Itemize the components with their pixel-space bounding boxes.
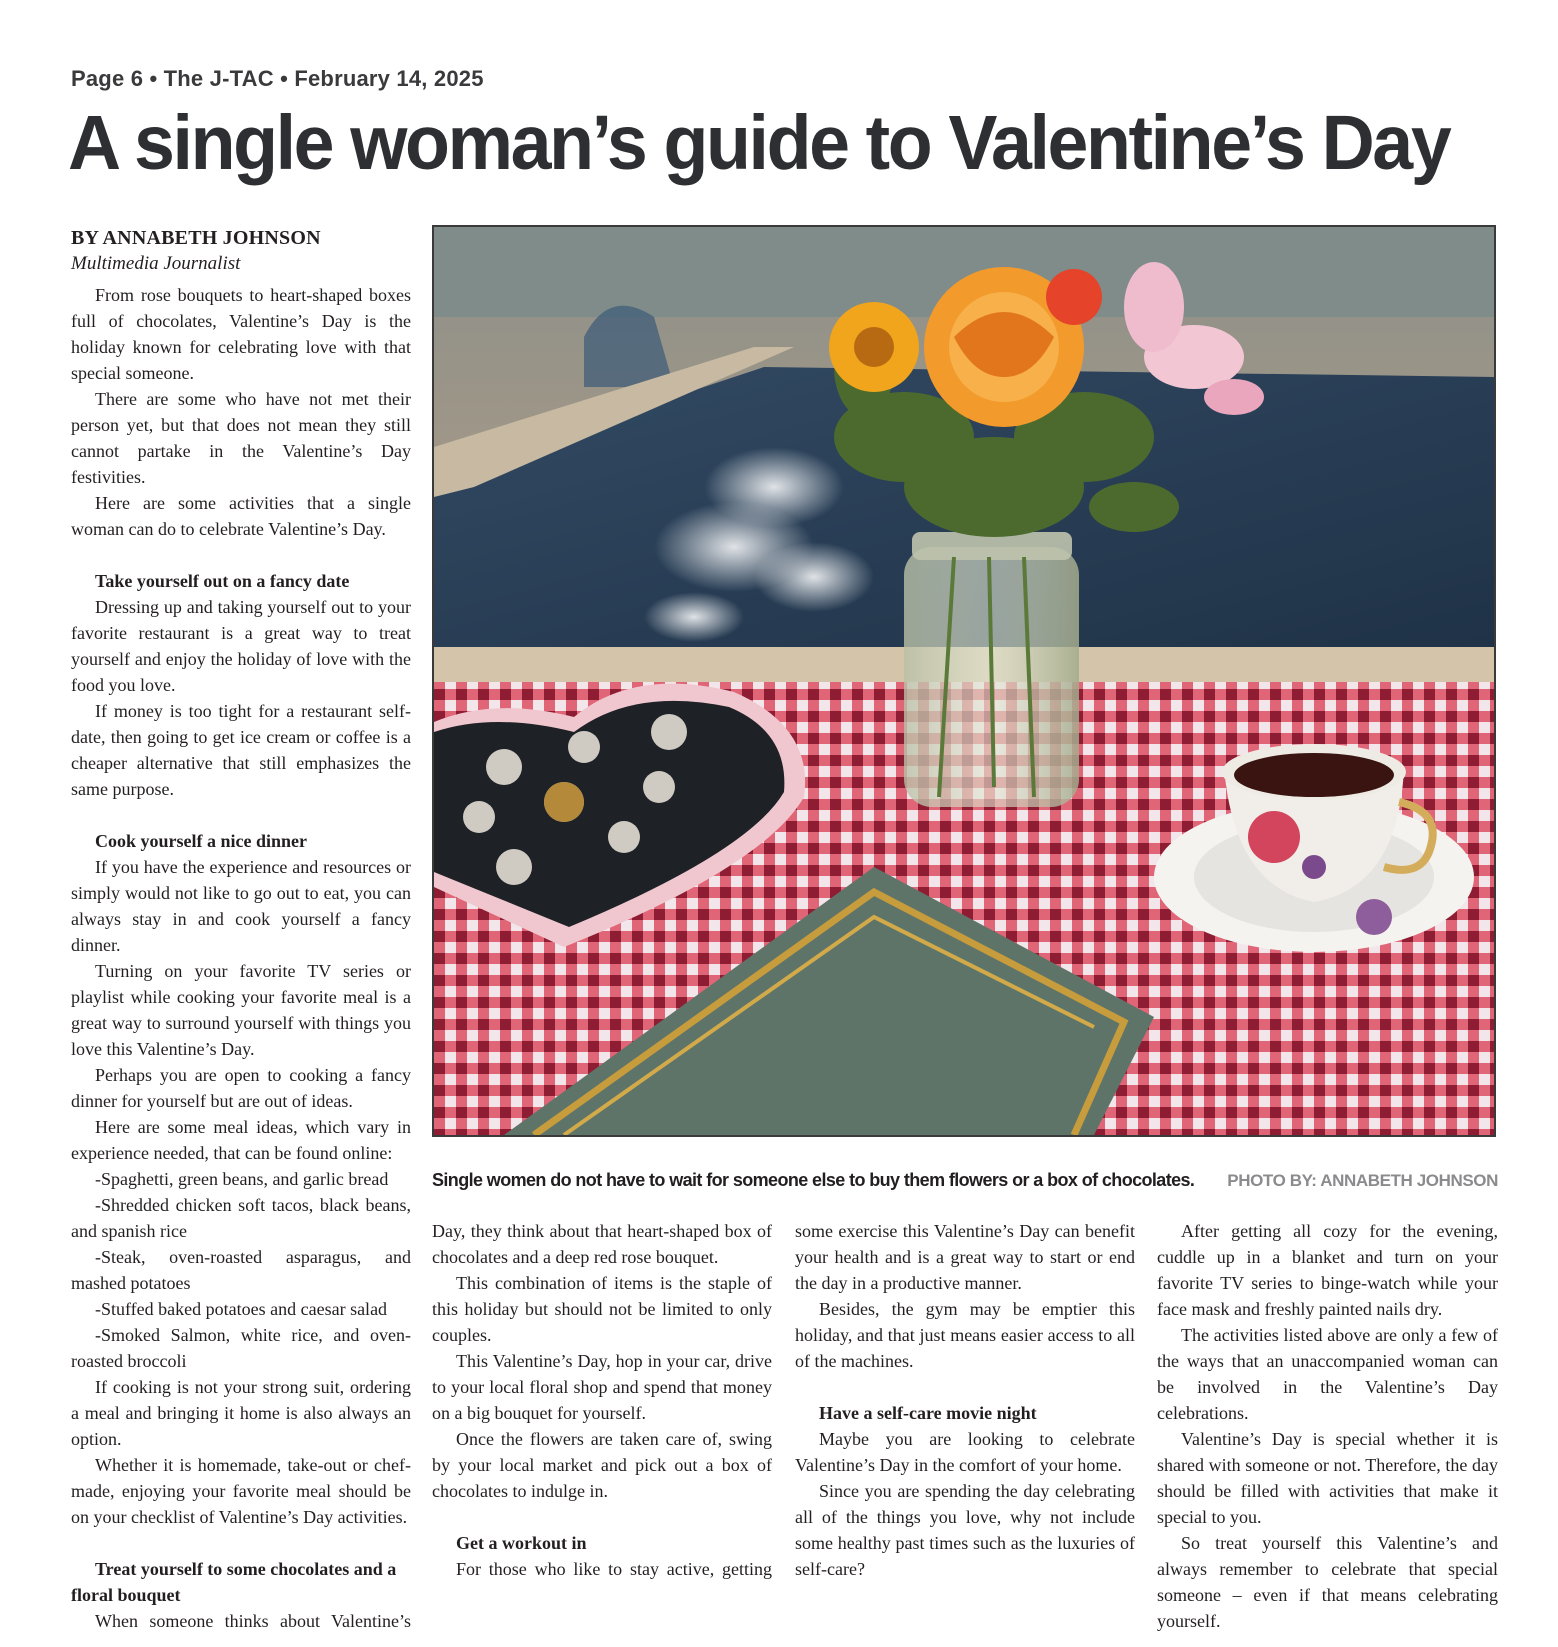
paragraph: This combination of items is the staple of this holiday but should not be limited to only couples. <box>432 1273 772 1345</box>
meal-idea: -Smoked Salmon, white rice, and oven-roasted broccoli <box>71 1325 411 1371</box>
valentines-still-life-image <box>434 227 1494 1135</box>
paragraph: Maybe you are looking to celebrate Valentine’s Day in the comfort of your home. <box>795 1429 1135 1475</box>
paragraph: The activities listed above are only a few of the ways that an unaccompanied woman can be involved in the Valentine’s Day celebrations. <box>1157 1325 1498 1423</box>
page-folio: Page 6 • The J-TAC • February 14, 2025 <box>71 66 484 91</box>
paragraph: Day, they think about that heart-shaped box of chocolates and a deep red rose bouquet. <box>432 1221 772 1267</box>
paragraph: There are some who have not met their person yet, but that does not mean they still cannot partake in the Valentine’s Day festivities. <box>71 389 411 487</box>
article-column-3 <box>795 1218 1135 1582</box>
paragraph: Here are some meal ideas, which vary in experience needed, that can be found online: <box>71 1117 411 1163</box>
paragraph: Once the flowers are taken care of, swing by your local market and pick out a box of chocolates to indulge in. <box>432 1429 772 1501</box>
subhead-chocolates-bouquet: Treat yourself to some chocolates and a floral bouquet <box>71 1559 397 1605</box>
subhead-workout: Get a workout in <box>456 1533 587 1553</box>
author-role: Multimedia Journalist <box>71 253 241 274</box>
paragraph: When someone thinks about Valentine’s <box>95 1611 411 1631</box>
paragraph: If money is too tight for a restaurant self-date, then going to get ice cream or coffee is a cheaper alternative that still emphasizes the same purpose. <box>71 701 411 799</box>
byline <box>71 225 411 277</box>
author-name: BY ANNABETH JOHNSON <box>71 227 321 249</box>
article-column-1 <box>71 282 411 1634</box>
subhead-nice-dinner: Cook yourself a nice dinner <box>95 831 308 851</box>
paragraph: Whether it is homemade, take-out or chef-made, enjoying your favorite meal should be on your checklist of Valentine’s Day activities. <box>71 1455 411 1527</box>
photo-credit: PHOTO BY: ANNABETH JOHNSON <box>1227 1171 1498 1190</box>
subhead-self-care: Have a self-care movie night <box>819 1403 1037 1423</box>
feature-photo <box>432 225 1496 1137</box>
paragraph: So treat yourself this Valentine’s and always remember to celebrate that special someone – even if that means celebrating yourself. <box>1157 1533 1498 1631</box>
paragraph: For those who like to stay active, getting <box>456 1559 772 1579</box>
meal-idea: -Stuffed baked potatoes and caesar salad <box>95 1299 388 1319</box>
paragraph: If you have the experience and resources or simply would not like to go out to eat, you can always stay in and cook yourself a fancy dinner. <box>71 857 411 955</box>
photo-caption: Single women do not have to wait for someone else to buy them flowers or a box of chocolates. <box>432 1170 1195 1190</box>
paragraph: Dressing up and taking yourself out to your favorite restaurant is a great way to treat yourself and enjoy the holiday of love with the food you love. <box>71 597 411 695</box>
paragraph: Since you are spending the day celebrating all of the things you love, why not include some healthy past times such as the luxuries of self-care? <box>795 1481 1135 1579</box>
meal-idea: -Shredded chicken soft tacos, black beans, and spanish rice <box>71 1195 411 1241</box>
paragraph: Here are some activities that a single woman can do to celebrate Valentine’s Day. <box>71 493 411 539</box>
meal-idea: -Spaghetti, green beans, and garlic bread <box>95 1169 389 1189</box>
paragraph: Perhaps you are open to cooking a fancy dinner for yourself but are out of ideas. <box>71 1065 411 1111</box>
article-column-4 <box>1157 1218 1498 1634</box>
subhead-fancy-date: Take yourself out on a fancy date <box>95 571 350 591</box>
paragraph: Turning on your favorite TV series or playlist while cooking your favorite meal is a great way to surround yourself with things you love this Valentine’s Day. <box>71 961 411 1059</box>
headline: A single woman’s guide to Valentine’s Day <box>68 100 1450 186</box>
meal-idea: -Steak, oven-roasted asparagus, and mashed potatoes <box>71 1247 411 1293</box>
paragraph: After getting all cozy for the evening, cuddle up in a blanket and turn on your favorite TV series to binge-watch while your face mask and freshly painted nails dry. <box>1157 1221 1498 1319</box>
paragraph: From rose bouquets to heart-shaped boxes full of chocolates, Valentine’s Day is the holiday known for celebrating love with that special someone. <box>71 285 411 383</box>
article-column-2 <box>432 1218 772 1582</box>
photo-caption-bar <box>432 1170 1498 1191</box>
paragraph: Besides, the gym may be emptier this holiday, and that just means easier access to all of the machines. <box>795 1299 1135 1371</box>
paragraph: Valentine’s Day is special whether it is shared with someone or not. Therefore, the day should be filled with activities that make it special to you. <box>1157 1429 1498 1527</box>
paragraph: If cooking is not your strong suit, ordering a meal and bringing it home is also always an option. <box>71 1377 411 1449</box>
paragraph: This Valentine’s Day, hop in your car, drive to your local floral shop and spend that money on a big bouquet for yourself. <box>432 1351 772 1423</box>
paragraph: some exercise this Valentine’s Day can benefit your health and is a great way to start or end the day in a productive manner. <box>795 1221 1135 1293</box>
